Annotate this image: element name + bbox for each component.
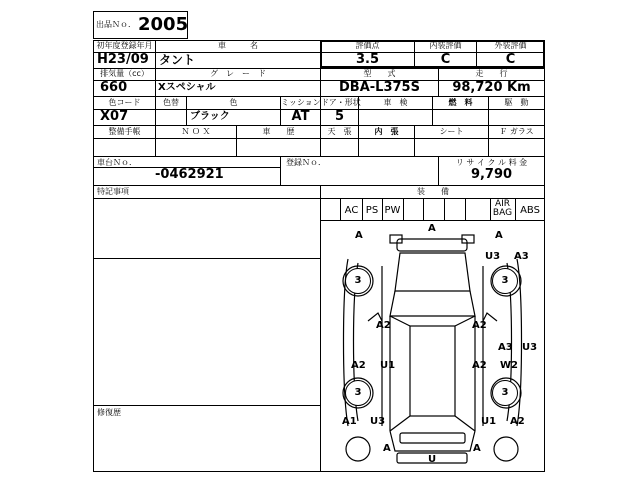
nox-label: Ｎ Ｏ Ｘ	[181, 127, 211, 136]
mark-front-left: A	[355, 230, 363, 241]
car-name-label: 車 名	[218, 41, 258, 50]
doors-value: 5	[334, 109, 345, 124]
mark-a2-lower-right: A2	[472, 360, 487, 371]
lot-number-label: 出品Ｎｏ．	[96, 20, 136, 29]
chassis-no-label: 車台Ｎｏ．	[97, 158, 137, 167]
lining-label: 内 張	[374, 127, 399, 136]
repair-history-label: 修復歴	[97, 408, 121, 417]
wheel-fr: 3	[492, 268, 518, 294]
mark-a3-top-right: A3	[514, 251, 529, 262]
score-value: 3.5	[355, 52, 380, 67]
interior-grade-label: 内装評価	[429, 41, 462, 50]
mark-front-center: A	[428, 223, 436, 234]
mileage-value: 98,720 Km	[452, 80, 531, 95]
model-code-value: DBA-L375S	[339, 80, 420, 95]
equip-abs: ABS	[520, 205, 540, 216]
color-change-label: 色替	[163, 98, 179, 107]
lot-number-box	[93, 11, 188, 39]
recycle-fee-label: リ サ イ ク ル 料 金	[455, 158, 528, 167]
mark-a3-mid-right: A3	[498, 342, 513, 353]
mark-rear-center-u: U	[428, 454, 437, 465]
score-label: 評価点	[355, 41, 380, 50]
history-label: 車 歴	[262, 127, 295, 136]
grade-label: グ レ ー ド	[210, 69, 266, 78]
transmission-value: AT	[291, 109, 310, 124]
door-shape-label: ドア・形状	[321, 98, 361, 107]
exterior-grade-value: C	[505, 52, 516, 67]
wheel-rl: 3	[345, 380, 371, 406]
maintenance-book-label: 整備手帳	[108, 127, 141, 136]
first-reg-label: 初年度登録年月	[96, 41, 153, 50]
fuel-label: 燃 料	[448, 98, 473, 107]
mileage-label: 走 行	[475, 69, 508, 78]
model-code-label: 型 式	[363, 69, 396, 78]
equipment-label: 装 備	[417, 187, 449, 196]
mark-u1-lower-left: U1	[380, 360, 396, 371]
transmission-label: ミッション	[281, 98, 321, 107]
color-code-value: X07	[100, 109, 129, 124]
interior-grade-value: C	[440, 52, 451, 67]
mark-u1-rear-right: U1	[481, 416, 497, 427]
mark-a1-rear-left: A1	[342, 416, 357, 427]
mark-rear-right-a: A	[473, 443, 481, 454]
equip-pw: PW	[384, 205, 401, 216]
mark-a2-right: A2	[472, 320, 487, 331]
mark-u3-rear-left: U3	[370, 416, 386, 427]
first-reg-value: H23/09	[97, 52, 149, 67]
mark-front-right: A	[495, 230, 503, 241]
mark-a2-left: A2	[376, 320, 391, 331]
reg-no-label: 登録Ｎｏ．	[286, 158, 326, 167]
chassis-no-value: -0462921	[155, 167, 224, 182]
color-label: 色	[229, 98, 238, 107]
mark-rear-left-a: A	[383, 443, 391, 454]
equip-airbag: AIR BAG	[492, 199, 513, 218]
grade-value: Xスペシャル	[158, 82, 216, 93]
mark-w2-lower-right: W2	[500, 360, 518, 371]
seat-label: シート	[439, 127, 464, 136]
mark-u3-mid-right: U3	[522, 342, 538, 353]
equip-ac: AC	[344, 205, 359, 216]
mark-u3-top-right: U3	[485, 251, 501, 262]
color-code-label: 色コード	[108, 98, 141, 107]
displacement-label: 排気量（cc）	[100, 69, 149, 78]
color-value: ブラック	[190, 111, 230, 122]
inspection-label: 車 検	[383, 98, 408, 107]
front-glass-label: Ｆ ガラス	[499, 127, 534, 136]
equip-ps: PS	[365, 205, 379, 216]
ceiling-label: 天 張	[327, 127, 352, 136]
drive-label: 駆 動	[504, 98, 529, 107]
mark-a2-lower-left: A2	[351, 360, 366, 371]
mark-a2-rear-right: A2	[510, 416, 525, 427]
displacement-value: 660	[100, 80, 128, 95]
recycle-fee-value: 9,790	[470, 167, 513, 182]
wheel-fl: 3	[345, 268, 371, 294]
lot-number-value: 2005	[138, 14, 189, 35]
exterior-grade-label: 外装評価	[494, 41, 527, 50]
notes-label: 特記事項	[97, 187, 129, 196]
wheel-rr: 3	[492, 380, 518, 406]
car-name-value: タント	[159, 53, 196, 67]
